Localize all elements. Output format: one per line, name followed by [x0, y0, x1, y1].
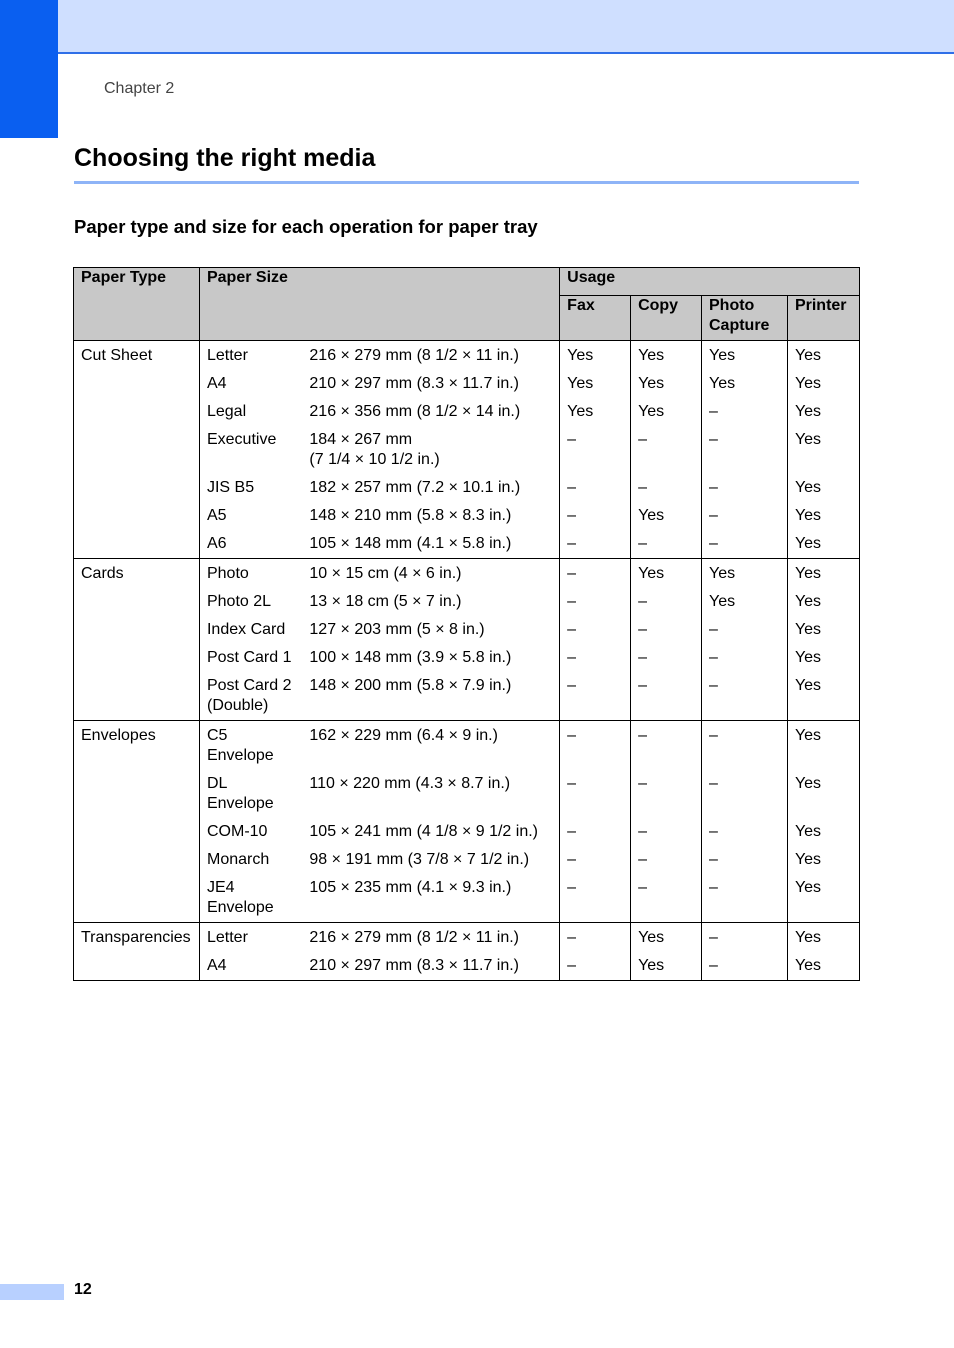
- usage-printer: Yes: [787, 616, 859, 644]
- usage-fax: –: [560, 616, 631, 644]
- table-row: [74, 616, 860, 644]
- paper-dimensions: 210 × 297 mm (8.3 × 11.7 in.): [302, 370, 559, 398]
- paper-dimensions: 148 × 200 mm (5.8 × 7.9 in.): [302, 672, 559, 721]
- usage-printer: Yes: [787, 874, 859, 923]
- paper-type-cell: [74, 588, 200, 616]
- paper-dimensions: 105 × 241 mm (4 1/8 × 9 1/2 in.): [302, 818, 559, 846]
- paper-size-name: DL Envelope: [199, 770, 302, 818]
- paper-dimensions: 13 × 18 cm (5 × 7 in.): [302, 588, 559, 616]
- usage-printer: Yes: [787, 818, 859, 846]
- paper-group: [74, 923, 860, 981]
- paper-type-cell: Cards: [74, 559, 200, 589]
- usage-photo-capture: –: [702, 426, 788, 474]
- paper-dimensions: 210 × 297 mm (8.3 × 11.7 in.): [302, 952, 559, 981]
- usage-printer: Yes: [787, 672, 859, 721]
- usage-photo-capture: –: [702, 398, 788, 426]
- header-copy: Copy: [631, 296, 702, 341]
- paper-size-name: JIS B5: [199, 474, 302, 502]
- header-paper-type: Paper Type: [74, 268, 200, 341]
- paper-type-cell: [74, 474, 200, 502]
- paper-size-name: Post Card 2 (Double): [199, 672, 302, 721]
- page-number: 12: [74, 1281, 92, 1298]
- table-row: [74, 672, 860, 721]
- usage-photo-capture: –: [702, 616, 788, 644]
- paper-size-name: C5 Envelope: [199, 721, 302, 771]
- page-number-bar: [0, 1284, 64, 1300]
- paper-type-cell: [74, 874, 200, 923]
- paper-size-name: JE4 Envelope: [199, 874, 302, 923]
- paper-dimensions: 105 × 148 mm (4.1 × 5.8 in.): [302, 530, 559, 559]
- paper-type-cell: [74, 502, 200, 530]
- usage-copy: –: [631, 588, 702, 616]
- table-row: [74, 426, 860, 474]
- usage-fax: –: [560, 644, 631, 672]
- paper-group: [74, 341, 860, 559]
- paper-dimensions: 148 × 210 mm (5.8 × 8.3 in.): [302, 502, 559, 530]
- table-row: [74, 370, 860, 398]
- table-row: [74, 770, 860, 818]
- paper-size-name: A5: [199, 502, 302, 530]
- table-row: [74, 559, 860, 589]
- title-rule: [74, 181, 859, 184]
- paper-type-cell: Envelopes: [74, 721, 200, 771]
- usage-copy: Yes: [631, 370, 702, 398]
- usage-fax: Yes: [560, 341, 631, 371]
- paper-size-name: Photo: [199, 559, 302, 589]
- usage-printer: Yes: [787, 952, 859, 981]
- paper-group: [74, 559, 860, 721]
- paper-size-name: Executive: [199, 426, 302, 474]
- usage-printer: Yes: [787, 588, 859, 616]
- usage-copy: –: [631, 770, 702, 818]
- usage-fax: –: [560, 474, 631, 502]
- paper-type-cell: [74, 616, 200, 644]
- usage-copy: –: [631, 818, 702, 846]
- paper-size-name: Photo 2L: [199, 588, 302, 616]
- paper-type-cell: Cut Sheet: [74, 341, 200, 371]
- table-row: [74, 846, 860, 874]
- usage-fax: –: [560, 502, 631, 530]
- header-photo-capture: Photo Capture: [702, 296, 788, 341]
- table-row: [74, 952, 860, 981]
- paper-size-name: A6: [199, 530, 302, 559]
- paper-type-cell: [74, 770, 200, 818]
- paper-size-name: Post Card 1: [199, 644, 302, 672]
- table-row: [74, 341, 860, 371]
- table-row: [74, 530, 860, 559]
- section-title: Paper type and size for each operation for paper tray: [74, 216, 538, 237]
- usage-fax: Yes: [560, 398, 631, 426]
- media-table: [73, 267, 860, 981]
- paper-type-cell: [74, 398, 200, 426]
- paper-type-cell: [74, 644, 200, 672]
- table-row: [74, 644, 860, 672]
- table-row: [74, 874, 860, 923]
- usage-copy: –: [631, 426, 702, 474]
- page-title: Choosing the right media: [74, 144, 376, 172]
- usage-photo-capture: –: [702, 644, 788, 672]
- usage-photo-capture: –: [702, 846, 788, 874]
- table-row: [74, 721, 860, 771]
- table-row: [74, 502, 860, 530]
- usage-fax: –: [560, 672, 631, 721]
- usage-copy: –: [631, 846, 702, 874]
- usage-photo-capture: Yes: [702, 370, 788, 398]
- usage-photo-capture: –: [702, 874, 788, 923]
- usage-copy: Yes: [631, 398, 702, 426]
- usage-printer: Yes: [787, 721, 859, 771]
- usage-printer: Yes: [787, 644, 859, 672]
- table-row: [74, 474, 860, 502]
- usage-copy: –: [631, 874, 702, 923]
- usage-copy: Yes: [631, 341, 702, 371]
- usage-printer: Yes: [787, 770, 859, 818]
- paper-size-name: Monarch: [199, 846, 302, 874]
- usage-fax: –: [560, 923, 631, 953]
- usage-fax: –: [560, 426, 631, 474]
- paper-dimensions: 162 × 229 mm (6.4 × 9 in.): [302, 721, 559, 771]
- paper-type-cell: Transparencies: [74, 923, 200, 953]
- usage-fax: –: [560, 952, 631, 981]
- usage-copy: –: [631, 616, 702, 644]
- usage-fax: –: [560, 874, 631, 923]
- usage-printer: Yes: [787, 530, 859, 559]
- paper-size-name: COM-10: [199, 818, 302, 846]
- paper-type-cell: [74, 952, 200, 981]
- usage-photo-capture: –: [702, 474, 788, 502]
- header-usage: Usage: [560, 268, 860, 296]
- paper-dimensions: 105 × 235 mm (4.1 × 9.3 in.): [302, 874, 559, 923]
- table-row: [74, 923, 860, 953]
- header-paper-size: Paper Size: [199, 268, 559, 341]
- usage-fax: –: [560, 721, 631, 771]
- usage-printer: Yes: [787, 398, 859, 426]
- table-row: [74, 818, 860, 846]
- usage-printer: Yes: [787, 502, 859, 530]
- usage-printer: Yes: [787, 474, 859, 502]
- usage-copy: –: [631, 672, 702, 721]
- usage-printer: Yes: [787, 370, 859, 398]
- usage-fax: –: [560, 846, 631, 874]
- paper-size-name: A4: [199, 952, 302, 981]
- usage-printer: Yes: [787, 341, 859, 371]
- usage-photo-capture: Yes: [702, 559, 788, 589]
- paper-size-name: Index Card: [199, 616, 302, 644]
- paper-group: [74, 721, 860, 923]
- paper-dimensions: 184 × 267 mm (7 1/4 × 10 1/2 in.): [302, 426, 559, 474]
- usage-printer: Yes: [787, 426, 859, 474]
- usage-fax: –: [560, 818, 631, 846]
- paper-type-cell: [74, 426, 200, 474]
- usage-photo-capture: –: [702, 672, 788, 721]
- chapter-tab: [0, 0, 58, 138]
- usage-photo-capture: –: [702, 721, 788, 771]
- usage-copy: Yes: [631, 502, 702, 530]
- usage-copy: Yes: [631, 952, 702, 981]
- paper-dimensions: 216 × 279 mm (8 1/2 × 11 in.): [302, 923, 559, 953]
- paper-type-cell: [74, 530, 200, 559]
- usage-photo-capture: –: [702, 502, 788, 530]
- table-row: [74, 588, 860, 616]
- paper-dimensions: 10 × 15 cm (4 × 6 in.): [302, 559, 559, 589]
- usage-fax: Yes: [560, 370, 631, 398]
- paper-size-name: Letter: [199, 341, 302, 371]
- usage-copy: –: [631, 474, 702, 502]
- paper-size-name: A4: [199, 370, 302, 398]
- usage-photo-capture: Yes: [702, 588, 788, 616]
- usage-copy: Yes: [631, 559, 702, 589]
- usage-printer: Yes: [787, 923, 859, 953]
- paper-size-name: Legal: [199, 398, 302, 426]
- chapter-label: Chapter 2: [104, 80, 175, 97]
- header-printer: Printer: [787, 296, 859, 341]
- usage-photo-capture: –: [702, 818, 788, 846]
- usage-fax: –: [560, 530, 631, 559]
- paper-dimensions: 98 × 191 mm (3 7/8 × 7 1/2 in.): [302, 846, 559, 874]
- usage-printer: Yes: [787, 559, 859, 589]
- usage-copy: –: [631, 530, 702, 559]
- paper-type-cell: [74, 846, 200, 874]
- usage-copy: –: [631, 721, 702, 771]
- table-row: [74, 398, 860, 426]
- paper-dimensions: 110 × 220 mm (4.3 × 8.7 in.): [302, 770, 559, 818]
- usage-photo-capture: Yes: [702, 341, 788, 371]
- header-fax: Fax: [560, 296, 631, 341]
- paper-size-name: Letter: [199, 923, 302, 953]
- usage-photo-capture: –: [702, 952, 788, 981]
- paper-type-cell: [74, 818, 200, 846]
- usage-photo-capture: –: [702, 530, 788, 559]
- paper-dimensions: 216 × 279 mm (8 1/2 × 11 in.): [302, 341, 559, 371]
- usage-fax: –: [560, 559, 631, 589]
- usage-photo-capture: –: [702, 923, 788, 953]
- paper-type-cell: [74, 370, 200, 398]
- paper-type-cell: [74, 672, 200, 721]
- paper-dimensions: 216 × 356 mm (8 1/2 × 14 in.): [302, 398, 559, 426]
- paper-dimensions: 100 × 148 mm (3.9 × 5.8 in.): [302, 644, 559, 672]
- paper-dimensions: 127 × 203 mm (5 × 8 in.): [302, 616, 559, 644]
- paper-dimensions: 182 × 257 mm (7.2 × 10.1 in.): [302, 474, 559, 502]
- header-band: [0, 0, 954, 54]
- usage-fax: –: [560, 588, 631, 616]
- usage-copy: –: [631, 644, 702, 672]
- usage-fax: –: [560, 770, 631, 818]
- usage-photo-capture: –: [702, 770, 788, 818]
- usage-copy: Yes: [631, 923, 702, 953]
- usage-printer: Yes: [787, 846, 859, 874]
